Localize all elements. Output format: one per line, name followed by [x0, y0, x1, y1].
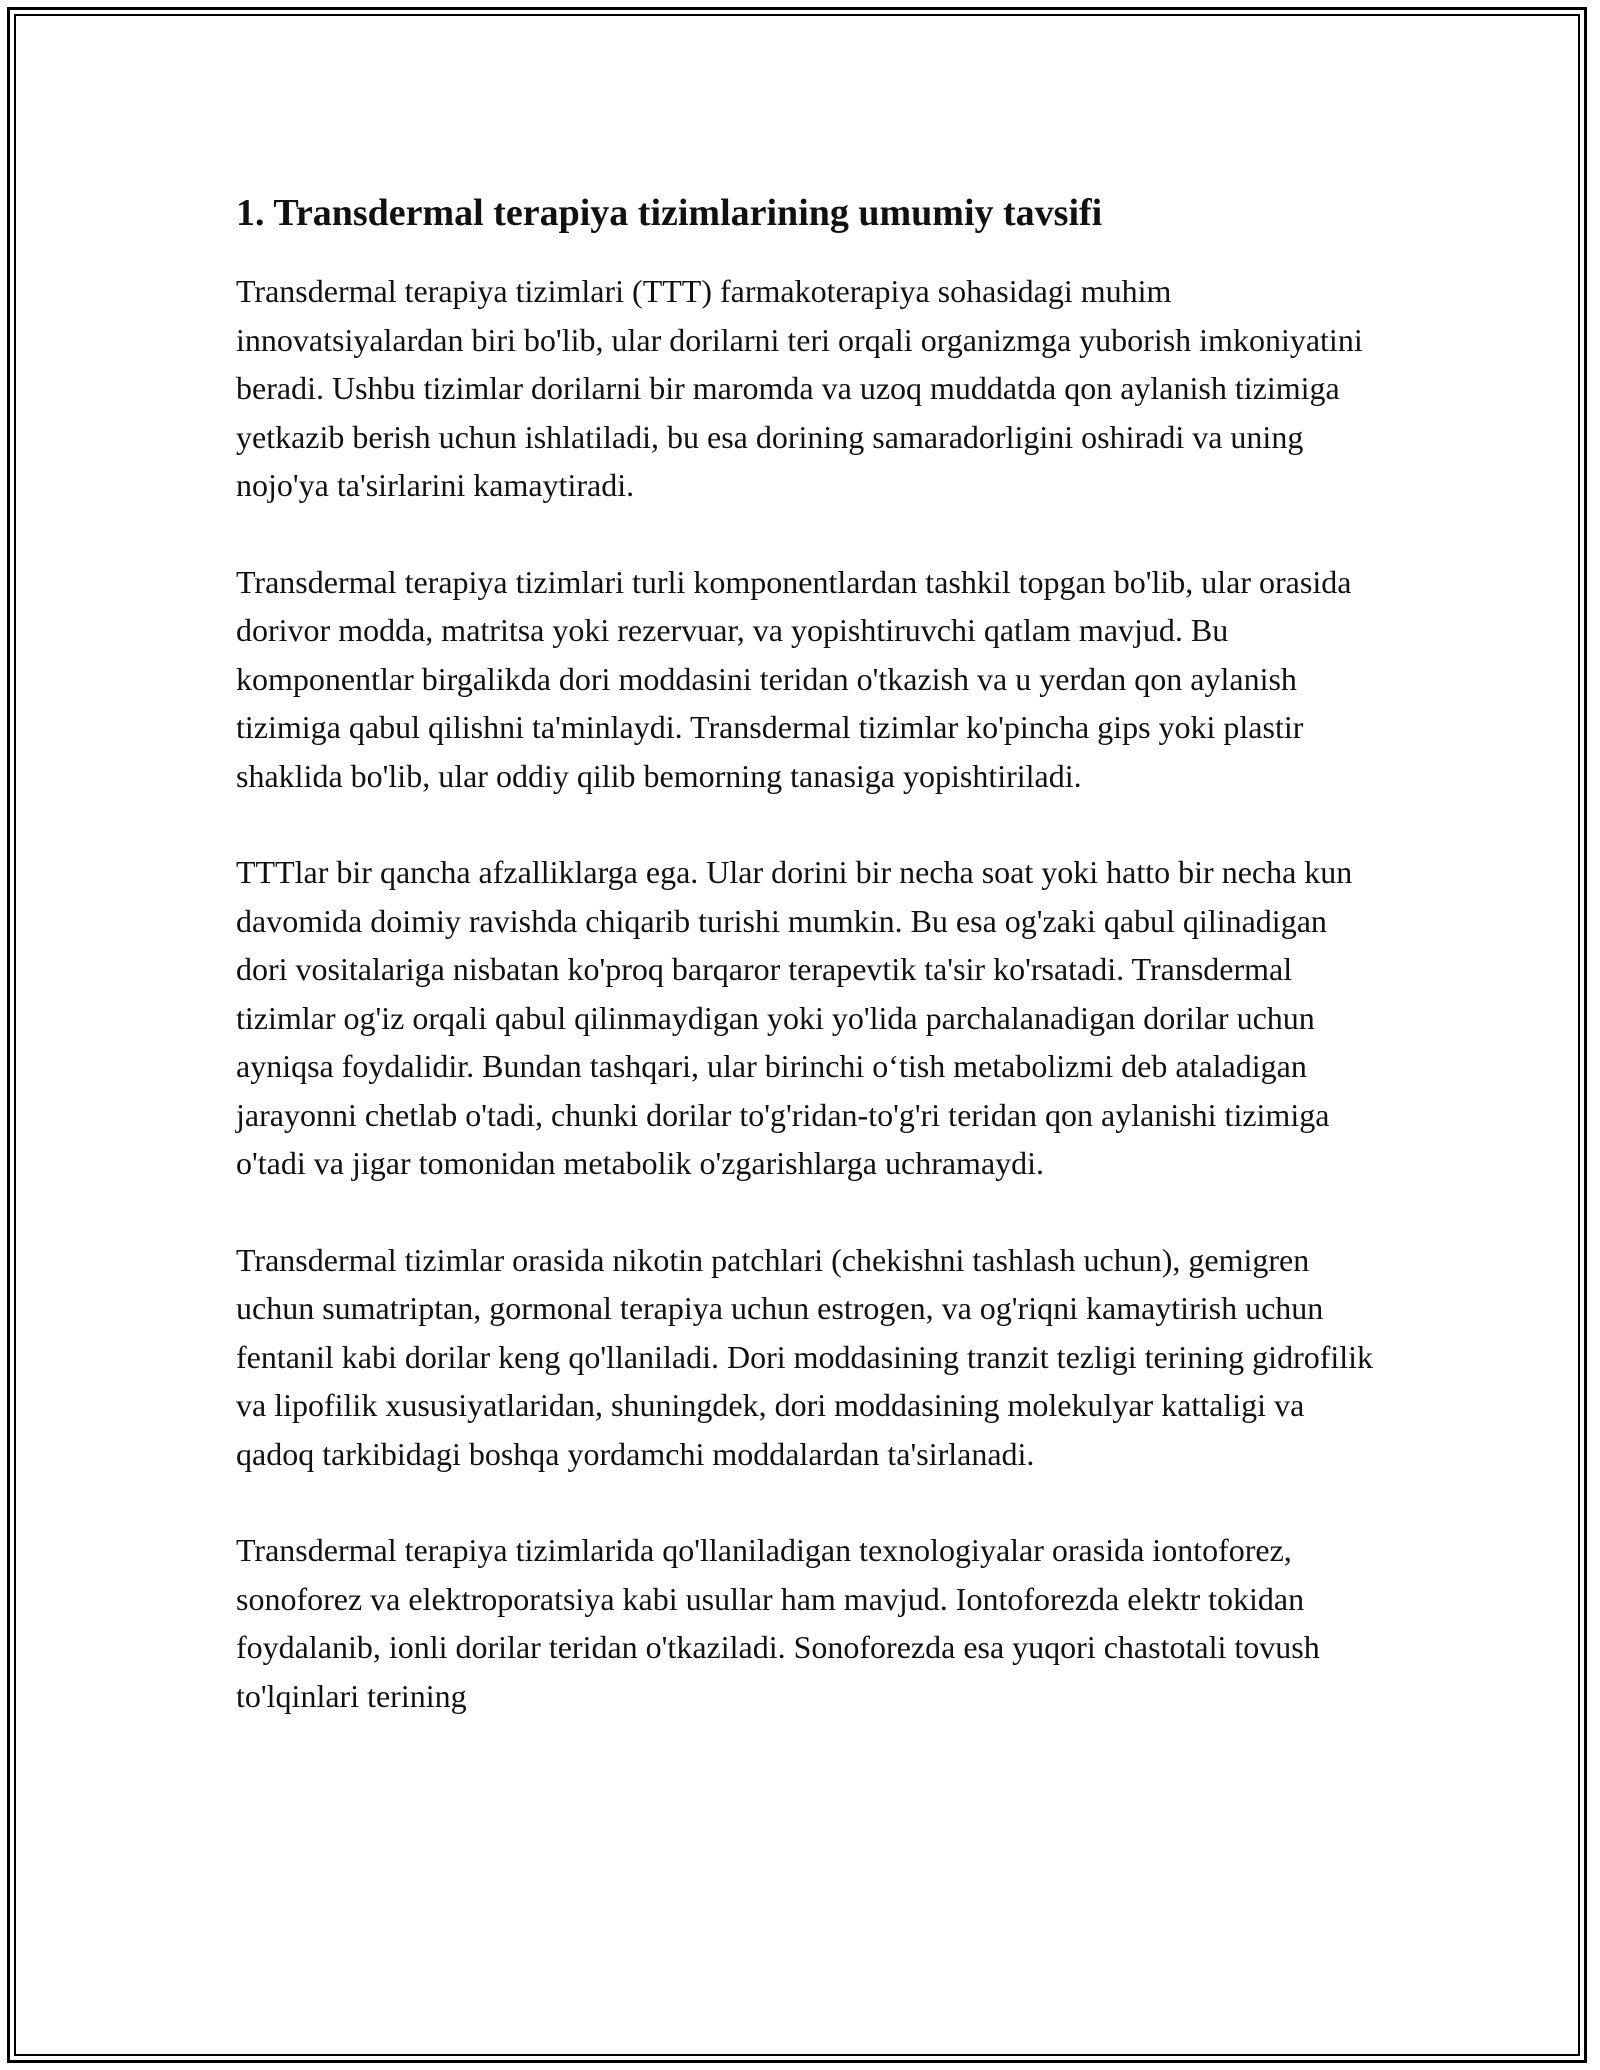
paragraph-4: Transdermal tizimlar orasida nikotin patchlari (chekishni tashlash uchun), gemigren uchun sumatriptan, gormonal terapiya uchun estrogen, va og'riqni kamaytirish uchun fentanil kabi dorilar keng qo'llaniladi. Dori moddasining tranzit tezligi terining gidrofilik va lipofilik xususiyatlaridan, shuningdek, dori moddasining molekulyar kattaligi va qadoq tarkibidagi boshqa yordamchi moddalardan ta'sirlanadi.	[236, 1241, 1374, 1472]
paragraph-1: Transdermal terapiya tizimlari (TTT) farmakoterapiya sohasidagi muhim innovatsiyalardan biri bo'lib, ular dorilarni teri orqali organizmga yuborish imkoniyatini beradi. Ushbu tizimlar dorilarni bir maromda va uzoq muddatda qon aylanish tizimiga yetkazib berish uchun ishlatiladi, bu esa dorining samaradorligini oshiradi va uning nojo'ya ta'sirlarini kamaytiradi.	[236, 273, 1363, 503]
paragraph-3: TTTlar bir qancha afzalliklarga ega. Ular dorini bir necha soat yoki hatto bir necha kun davomida doimiy ravishda chiqarib turishi mumkin. Bu esa og'zaki qabul qilinadigan dori vositalariga nisbatan ko'proq barqaror terapevtik ta'sir ko'rsatadi. Transdermal tizimlar og'iz orqali qabul qilinmaydigan yoki yo'lida parchalanadigan dorilar uchun ayniqsa foydalidir. Bundan tashqari, ular birinchi o‘tish metabolizmi deb ataladigan jarayonni chetlab o'tadi, chunki dorilar to'g'ridan-to'g'ri teridan qon aylanishi tizimiga o'tadi va jigar tomonidan metabolik o'zgarishlarga uchramaydi.	[236, 854, 1353, 1181]
document-body	[236, 185, 1376, 1768]
section-heading: 1. Transdermal terapiya tizimlarining umumiy tavsifi	[236, 192, 1103, 234]
paragraph-5: Transdermal terapiya tizimlarida qo'llaniladigan texnologiyalar orasida iontoforez, sonoforez va elektroporatsiya kabi usullar ham mavjud. Iontoforezda elektr tokidan foydalanib, ionli dorilar teridan o'tkaziladi. Sonoforezda esa yuqori chastotali tovush to'lqinlari terining	[236, 1532, 1320, 1714]
paragraph-2: Transdermal terapiya tizimlari turli komponentlardan tashkil topgan bo'lib, ular orasida dorivor modda, matritsa yoki rezervuar, va yopishtiruvchi qatlam mavjud. Bu komponentlar birgalikda dori moddasini teridan o'tkazish va u yerdan qon aylanish tizimiga qabul qilishni ta'minlaydi. Transdermal tizimlar ko'pincha gips yoki plastir shaklida bo'lib, ular oddiy qilib bemorning tanasiga yopishtiriladi.	[236, 563, 1352, 794]
